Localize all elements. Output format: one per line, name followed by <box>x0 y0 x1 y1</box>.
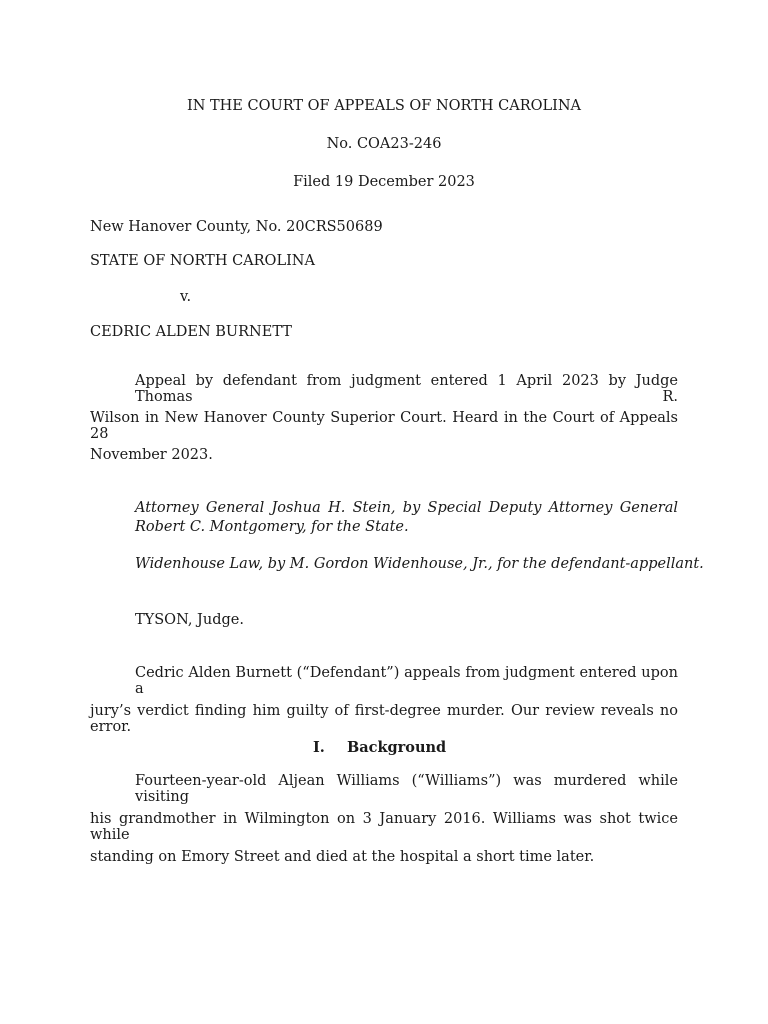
court-heading: IN THE COURT OF APPEALS OF NORTH CAROLINA <box>186 98 582 114</box>
defense-counsel: Widenhouse Law, by M. Gordon Widenhouse, Jr., for the defendant-appellant. <box>135 556 704 572</box>
intro-line-2: jury’s verdict finding him guilty of first-degree murder. Our review reveals no error. <box>90 703 678 735</box>
background-line-2: his grandmother in Wilmington on 3 January 2016. Williams was shot twice while <box>90 811 678 843</box>
authoring-judge: TYSON, Judge. <box>135 612 244 628</box>
state-counsel-line-2: Robert C. Montgomery, for the State. <box>135 519 409 535</box>
appeal-line-2: Wilson in New Hanover County Superior Court. Heard in the Court of Appeals 28 <box>90 410 678 442</box>
defendant-name: CEDRIC ALDEN BURNETT <box>90 324 292 340</box>
intro-line-1: Cedric Alden Burnett (“Defendant”) appeals from judgment entered upon a <box>135 665 678 697</box>
plaintiff-name: STATE OF NORTH CAROLINA <box>90 253 315 269</box>
section-numeral: I. <box>313 739 325 756</box>
section-title: Background <box>347 739 447 756</box>
case-number: No. COA23-246 <box>326 136 442 152</box>
filed-date: Filed 19 December 2023 <box>293 174 475 190</box>
versus: v. <box>180 289 192 305</box>
background-line-3: standing on Emory Street and died at the hospital a short time later. <box>90 849 595 865</box>
county-line: New Hanover County, No. 20CRS50689 <box>90 219 383 235</box>
state-counsel-line-1: Attorney General Joshua H. Stein, by Special Deputy Attorney General <box>135 500 678 516</box>
appeal-line-3: November 2023. <box>90 447 213 463</box>
background-line-1: Fourteen-year-old Aljean Williams (“Williams”) was murdered while visiting <box>135 773 678 805</box>
appeal-line-1: Appeal by defendant from judgment entered 1 April 2023 by Judge Thomas R. <box>135 373 678 405</box>
